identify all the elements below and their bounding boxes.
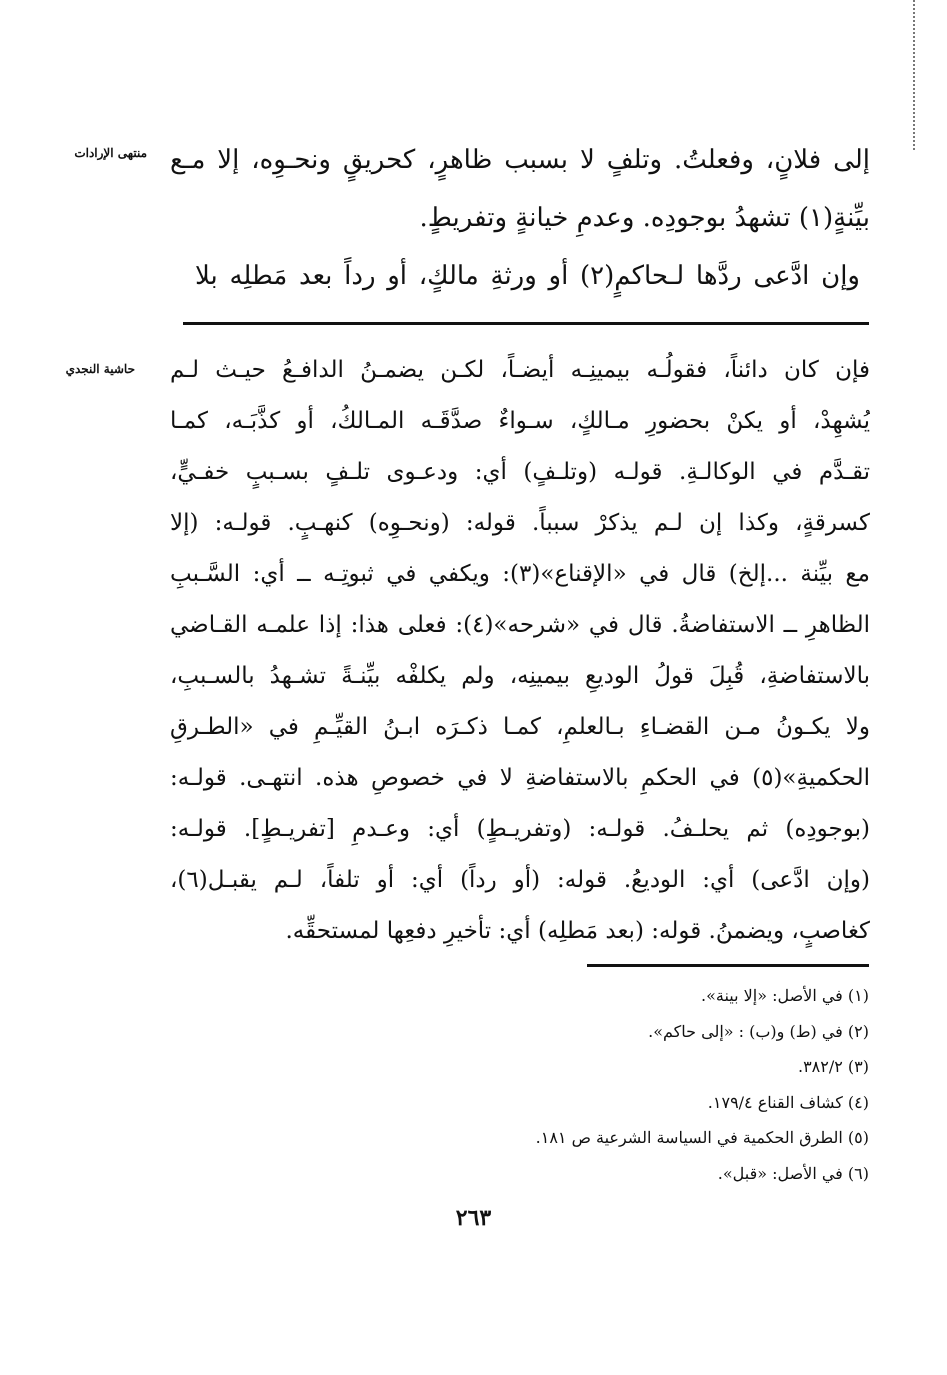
footnote: (١) في الأصل: «إلا بينة».	[701, 986, 869, 1005]
page-number: ٢٦٣	[455, 1205, 492, 1231]
sharh-line: ولا يكـونُ مـن القضـاءِ بـالعلمِ، كمـا ذكـرَه ابـنُ القيِّـمِ في «الطـرقِ	[170, 714, 870, 740]
sharh-line: (بوجودِه) ثم يحلـفُ. قولـه: (وتفريـطٍ) أي: وعـدمِ [تفريـطٍ]. قولـه:	[170, 816, 870, 842]
sharh-line: كسرقةٍ، وكذا إن لـم يذكرْ سبباً. قوله: (ونحـوِه) كنهـبٍ. قولـه: (إلا	[170, 510, 870, 536]
matn-side-label: منتهى الإرادات	[74, 146, 147, 160]
sharh-side-label: حاشية النجدي	[65, 362, 135, 376]
sharh-line: فإن كان دائناً، فقولُـه بيمينِـه أيضـاً، لكـن يضمـنُ الدافـعُ حيـث لـم	[170, 357, 870, 383]
sharh-line: يُشهِدْ، أو يكنْ بحضورِ مـالكٍ، سـواءٌ صدَّقَـه المـالكُ، أو كذَّبَـه، كمـا	[170, 408, 870, 434]
margin-dotted-rule	[913, 0, 915, 150]
sharh-text-block	[170, 345, 870, 957]
matn-line: إلى فلانٍ، وفعلتُ. وتلفٍ لا بسبب ظاهرٍ، كحريقٍ ونحـوِه، إلا مـع	[170, 145, 870, 175]
sharh-line: تقـدَّم في الوكالـةِ. قولـه (وتلـفٍ) أي: ودعـوى تلـفٍ بسـببٍ خفـيٍّ،	[170, 459, 870, 485]
footnote: (٣) ٣٨٢/٢.	[797, 1057, 869, 1076]
sharh-line: (وإن ادَّعى) أي: الوديعُ. قوله: (أو رداً) أي: أو تلفاً، لـم يقبـل(٦)،	[170, 867, 870, 893]
sharh-line: مع بيِّنة ...إلخ) قال في «الإقناع»(٣): ويكفي في ثبوتِـه ــ أي: السَّـببِ	[170, 561, 870, 587]
section-separator	[183, 322, 869, 325]
matn-line: وإن ادَّعى ردَّها لـحاكمٍ(٢) أو ورثةِ مالكٍ، أو رداً بعد مَطلِه بلا	[195, 261, 860, 291]
matn-line: بيِّنةٍ(١) تشهدُ بوجودِه. وعدمِ خيانةٍ وتفريطٍ.	[419, 203, 870, 233]
sharh-line: الحكميةِ»(٥) في الحكمِ بالاستفاضةِ لا في خصوصِ هذه. انتهـى. قولـه:	[170, 765, 870, 791]
sharh-line: الظاهرِ ــ الاستفاضةُ. قال في «شرحه»(٤): فعلى هذا: إذا علمـه القـاضي	[170, 612, 870, 638]
footnote-separator	[587, 964, 869, 967]
footnote: (٤) كشاف القناع ١٧٩/٤.	[707, 1092, 869, 1112]
footnote: (٥) الطرق الحكمية في السياسة الشرعية ص ١٨١.	[535, 1128, 869, 1147]
footnote: (٦) في الأصل: «قبل».	[717, 1163, 869, 1183]
footnotes	[300, 978, 869, 1191]
sharh-line: كغاصبٍ، ويضمنُ. قوله: (بعد مَطلِه) أي: تأخيرِ دفعِها لمستحقِّه.	[285, 918, 870, 944]
matn-text-block	[170, 131, 870, 305]
footnote: (٢) في (ط) و(ب) : «إلى حاكم».	[648, 1021, 869, 1041]
sharh-line: بالاستفاضةِ، قُبِلَ قولُ الوديعِ بيمينِه، ولم يكلفْه بيِّنـةً تشـهدُ بالسـببِ،	[170, 663, 870, 689]
